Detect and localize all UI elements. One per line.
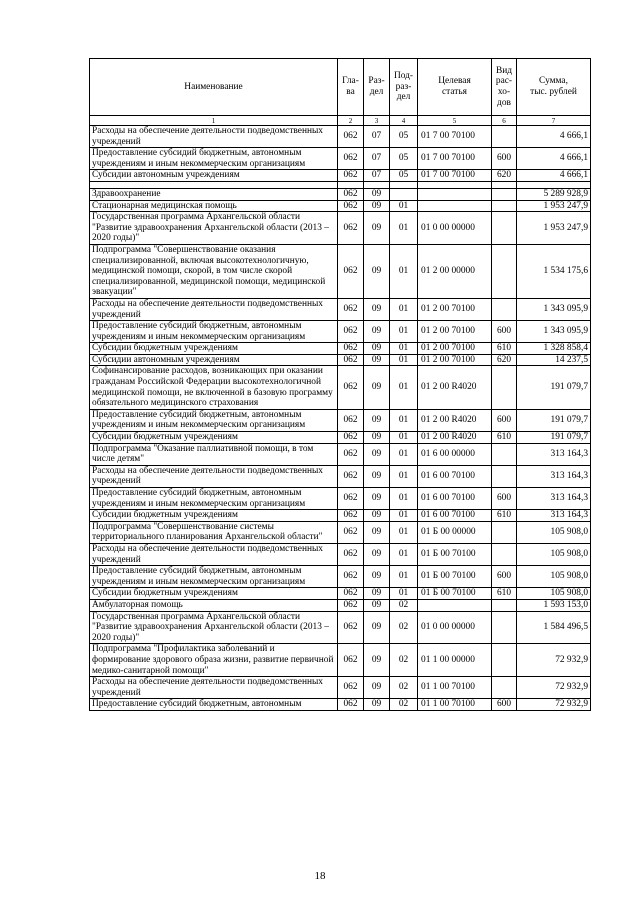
cell-expense-type: 610 [492,432,517,444]
cell-expense-type: 600 [492,699,517,711]
cell-name: Расходы на обеспечение деятельности подведомственных учреждений [90,543,338,565]
cell-section: 07 [364,126,390,148]
cell-sum: 313 164,3 [517,465,591,487]
cell-name: Стационарная медицинская помощь [90,200,338,212]
cell-chapter: 062 [338,465,364,487]
cell-section: 09 [364,321,390,343]
cell-target-article: 01 6 00 00000 [418,443,492,465]
cell-chapter: 062 [338,188,364,200]
cell-subsection: 01 [390,366,418,409]
cell-chapter: 062 [338,298,364,320]
cell-name: Предоставление субсидий бюджетным, автономным [90,699,338,711]
col-number: 5 [418,116,492,126]
cell-chapter: 062 [338,212,364,245]
col-number: 1 [90,116,338,126]
cell-expense-type [492,366,517,409]
cell-chapter: 062 [338,521,364,543]
cell-name: Подпрограмма "Совершенствование системы территориального планирования Архангельской области" [90,521,338,543]
cell-section: 09 [364,510,390,522]
table-row [90,188,591,200]
cell-target-article: 01 Б 00 70100 [418,566,492,588]
col-number: 6 [492,116,517,126]
cell-sum: 191 079,7 [517,409,591,431]
cell-target-article: 01 6 00 70100 [418,488,492,510]
cell-target-article: 01 Б 00 70100 [418,588,492,600]
table-row [90,148,591,170]
cell-target-article: 01 6 00 70100 [418,465,492,487]
cell-subsection: 05 [390,126,418,148]
cell-sum [517,181,591,188]
cell-chapter: 062 [338,488,364,510]
cell-section: 09 [364,488,390,510]
cell-name: Подпрограмма "Оказание паллиативной помощи, в том числе детям" [90,443,338,465]
cell-sum: 4 666,1 [517,170,591,182]
cell-sum: 313 164,3 [517,488,591,510]
cell-subsection: 01 [390,409,418,431]
table-row [90,465,591,487]
cell-target-article [418,181,492,188]
table-row [90,521,591,543]
cell-sum: 5 289 928,9 [517,188,591,200]
table-row [90,298,591,320]
cell-target-article: 01 7 00 70100 [418,170,492,182]
cell-subsection: 01 [390,543,418,565]
cell-section: 09 [364,409,390,431]
cell-subsection: 01 [390,488,418,510]
cell-sum: 1 584 496,5 [517,611,591,644]
table-row [90,366,591,409]
cell-sum: 1 343 095,9 [517,321,591,343]
cell-target-article: 01 7 00 70100 [418,148,492,170]
col-number: 2 [338,116,364,126]
table-row [90,611,591,644]
cell-target-article: 01 2 00 R4020 [418,432,492,444]
table-row [90,488,591,510]
cell-section: 09 [364,432,390,444]
cell-sum: 14 237,5 [517,354,591,366]
cell-name: Расходы на обеспечение деятельности подведомственных учреждений [90,465,338,487]
cell-section: 09 [364,343,390,355]
table-row [90,510,591,522]
cell-subsection: 01 [390,432,418,444]
cell-section: 09 [364,644,390,677]
cell-target-article: 01 7 00 70100 [418,126,492,148]
cell-expense-type [492,644,517,677]
cell-section: 09 [364,200,390,212]
cell-section: 09 [364,465,390,487]
cell-chapter: 062 [338,510,364,522]
table-row [90,321,591,343]
cell-sum: 313 164,3 [517,510,591,522]
cell-chapter: 062 [338,588,364,600]
cell-target-article: 01 2 00 70100 [418,298,492,320]
cell-expense-type: 600 [492,488,517,510]
cell-expense-type [492,677,517,699]
header-row [90,59,591,116]
cell-expense-type: 600 [492,409,517,431]
cell-chapter: 062 [338,170,364,182]
cell-name: Субсидии бюджетным учреждениям [90,343,338,355]
table-row [90,566,591,588]
table-row [90,677,591,699]
cell-chapter: 062 [338,566,364,588]
table-row [90,443,591,465]
cell-sum: 4 666,1 [517,148,591,170]
cell-subsection: 02 [390,644,418,677]
cell-target-article [418,599,492,611]
cell-section [364,181,390,188]
cell-subsection: 01 [390,510,418,522]
table-header [90,59,591,126]
cell-target-article [418,200,492,212]
cell-section: 09 [364,588,390,600]
cell-expense-type [492,543,517,565]
cell-name [90,181,338,188]
cell-subsection: 01 [390,212,418,245]
cell-section: 07 [364,148,390,170]
cell-chapter: 062 [338,677,364,699]
cell-name: Софинансирование расходов, возникающих при оказании гражданам Российской Федерации высокотехнологичной медицинской помощи, не включенной в базовую программу обязательного медицинского страхования [90,366,338,409]
cell-expense-type [492,599,517,611]
cell-target-article [418,188,492,200]
cell-chapter: 062 [338,126,364,148]
cell-target-article: 01 2 00 70100 [418,321,492,343]
cell-sum: 1 953 247,9 [517,212,591,245]
cell-name: Предоставление субсидий бюджетным, автономным учреждениям и иным некоммерческим организациям [90,488,338,510]
cell-sum: 72 932,9 [517,644,591,677]
cell-chapter: 062 [338,432,364,444]
cell-target-article: 01 2 00 00000 [418,244,492,298]
cell-name: Подпрограмма "Профилактика заболеваний и формирование здорового образа жизни, развитие первичной медико-санитарной помощи" [90,644,338,677]
cell-name: Предоставление субсидий бюджетным, автономным учреждениям и иным некоммерческим организациям [90,566,338,588]
cell-name: Государственная программа Архангельской области "Развитие здравоохранения Архангельской области (2013 – 2020 годы)" [90,212,338,245]
cell-name: Расходы на обеспечение деятельности подведомственных учреждений [90,298,338,320]
cell-section: 09 [364,611,390,644]
cell-section: 09 [364,599,390,611]
col-number: 7 [517,116,591,126]
cell-sum: 313 164,3 [517,443,591,465]
cell-chapter: 062 [338,409,364,431]
cell-name: Подпрограмма "Совершенствование оказания специализированной, включая высокотехнологичную, медицинской помощи, скорой, в том числе скорой специализированной, медицинской помощи, медицинской эвакуации" [90,244,338,298]
cell-section: 09 [364,366,390,409]
cell-name: Здравоохранение [90,188,338,200]
cell-expense-type [492,443,517,465]
cell-subsection: 01 [390,298,418,320]
cell-section: 09 [364,677,390,699]
cell-subsection: 01 [390,343,418,355]
table-row [90,543,591,565]
cell-section: 09 [364,699,390,711]
cell-expense-type: 600 [492,566,517,588]
col-header-chapter: Гла- ва [338,59,364,116]
page-number: 18 [314,870,326,882]
cell-sum: 191 079,7 [517,432,591,444]
table-row [90,409,591,431]
cell-name: Государственная программа Архангельской области "Развитие здравоохранения Архангельской области (2013 – 2020 годы)" [90,611,338,644]
cell-section: 09 [364,188,390,200]
cell-subsection: 02 [390,677,418,699]
cell-name: Предоставление субсидий бюджетным, автономным учреждениям и иным некоммерческим организациям [90,148,338,170]
cell-section: 09 [364,354,390,366]
col-number: 4 [390,116,418,126]
cell-target-article: 01 1 00 70100 [418,677,492,699]
cell-chapter: 062 [338,443,364,465]
cell-target-article: 01 2 00 70100 [418,343,492,355]
cell-name: Субсидии бюджетным учреждениям [90,588,338,600]
col-header-section: Раз- дел [364,59,390,116]
cell-chapter: 062 [338,644,364,677]
cell-chapter: 062 [338,343,364,355]
cell-expense-type [492,611,517,644]
table-row [90,244,591,298]
table-row [90,126,591,148]
cell-name: Субсидии бюджетным учреждениям [90,510,338,522]
cell-expense-type [492,200,517,212]
cell-expense-type [492,244,517,298]
col-header-expense-type: Вид рас- хо- дов [492,59,517,116]
cell-target-article: 01 Б 00 70100 [418,543,492,565]
cell-expense-type: 610 [492,343,517,355]
table-row [90,588,591,600]
cell-subsection [390,181,418,188]
cell-target-article: 01 0 00 00000 [418,212,492,245]
cell-name: Предоставление субсидий бюджетным, автономным учреждениям и иным некоммерческим организациям [90,321,338,343]
cell-subsection: 05 [390,170,418,182]
table-row [90,699,591,711]
cell-subsection: 01 [390,244,418,298]
cell-expense-type: 600 [492,148,517,170]
col-header-sum: Сумма, тыс. рублей [517,59,591,116]
cell-expense-type [492,212,517,245]
table-row [90,170,591,182]
cell-chapter [338,181,364,188]
cell-sum: 72 932,9 [517,677,591,699]
cell-sum: 1 343 095,9 [517,298,591,320]
cell-sum: 1 328 858,4 [517,343,591,355]
cell-section: 09 [364,521,390,543]
cell-expense-type: 610 [492,588,517,600]
table-row [90,343,591,355]
cell-subsection: 01 [390,200,418,212]
cell-section: 09 [364,543,390,565]
col-header-subsection: Под- раз- дел [390,59,418,116]
cell-sum: 105 908,0 [517,566,591,588]
cell-subsection: 01 [390,465,418,487]
cell-chapter: 062 [338,321,364,343]
cell-expense-type [492,465,517,487]
cell-subsection: 02 [390,611,418,644]
cell-sum: 105 908,0 [517,521,591,543]
cell-section: 09 [364,443,390,465]
budget-table [89,58,591,711]
cell-sum: 1 593 153,0 [517,599,591,611]
cell-name: Предоставление субсидий бюджетным, автономным учреждениям и иным некоммерческим организациям [90,409,338,431]
cell-section: 09 [364,298,390,320]
cell-subsection: 05 [390,148,418,170]
cell-sum: 1 534 175,6 [517,244,591,298]
cell-subsection [390,188,418,200]
spacer-row [90,181,591,188]
cell-sum: 72 932,9 [517,699,591,711]
cell-name: Амбулаторная помощь [90,599,338,611]
cell-sum: 1 953 247,9 [517,200,591,212]
cell-target-article: 01 6 00 70100 [418,510,492,522]
cell-chapter: 062 [338,543,364,565]
cell-chapter: 062 [338,599,364,611]
cell-expense-type: 610 [492,510,517,522]
cell-section: 09 [364,566,390,588]
cell-subsection: 01 [390,521,418,543]
cell-name: Расходы на обеспечение деятельности подведомственных учреждений [90,126,338,148]
cell-chapter: 062 [338,366,364,409]
cell-name: Субсидии автономным учреждениям [90,170,338,182]
table-row [90,599,591,611]
cell-subsection: 01 [390,354,418,366]
cell-target-article: 01 1 00 00000 [418,644,492,677]
cell-target-article: 01 0 00 00000 [418,611,492,644]
cell-target-article: 01 2 00 R4020 [418,409,492,431]
cell-chapter: 062 [338,200,364,212]
cell-chapter: 062 [338,148,364,170]
table-row [90,212,591,245]
cell-expense-type [492,126,517,148]
cell-subsection: 02 [390,699,418,711]
col-header-name: Наименование [90,59,338,116]
cell-section: 09 [364,244,390,298]
cell-subsection: 01 [390,588,418,600]
table-row [90,200,591,212]
cell-target-article: 01 2 00 70100 [418,354,492,366]
column-number-row [90,116,591,126]
cell-expense-type [492,521,517,543]
col-number: 3 [364,116,390,126]
cell-subsection: 01 [390,321,418,343]
cell-name: Субсидии автономным учреждениям [90,354,338,366]
cell-chapter: 062 [338,354,364,366]
cell-subsection: 01 [390,443,418,465]
cell-name: Субсидии бюджетным учреждениям [90,432,338,444]
table-row [90,354,591,366]
cell-subsection: 01 [390,566,418,588]
cell-name: Расходы на обеспечение деятельности подведомственных учреждений [90,677,338,699]
cell-chapter: 062 [338,611,364,644]
table-body [90,126,591,711]
cell-section: 09 [364,212,390,245]
table-row [90,432,591,444]
cell-expense-type [492,298,517,320]
cell-expense-type [492,181,517,188]
cell-target-article: 01 1 00 70100 [418,699,492,711]
cell-sum: 191 079,7 [517,366,591,409]
cell-chapter: 062 [338,244,364,298]
cell-sum: 105 908,0 [517,543,591,565]
cell-chapter: 062 [338,699,364,711]
cell-sum: 4 666,1 [517,126,591,148]
cell-sum: 105 908,0 [517,588,591,600]
cell-expense-type: 600 [492,321,517,343]
table-row [90,644,591,677]
cell-target-article: 01 2 00 R4020 [418,366,492,409]
cell-expense-type: 620 [492,354,517,366]
cell-expense-type [492,188,517,200]
cell-subsection: 02 [390,599,418,611]
col-header-target-article: Целевая статья [418,59,492,116]
cell-expense-type: 620 [492,170,517,182]
cell-target-article: 01 Б 00 00000 [418,521,492,543]
cell-section: 07 [364,170,390,182]
